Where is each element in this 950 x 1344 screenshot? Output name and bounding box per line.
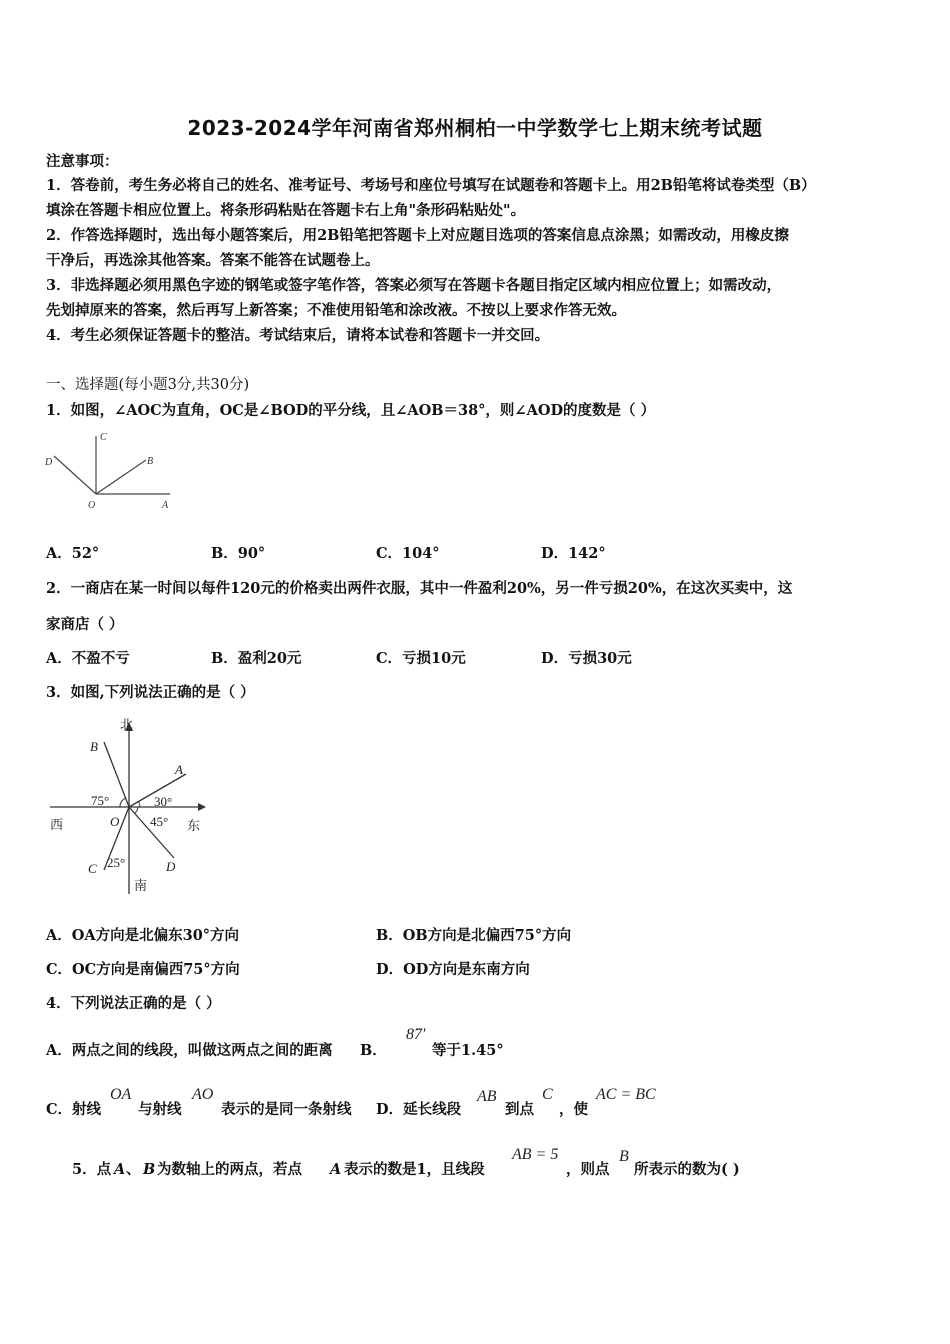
label-east: 东 bbox=[187, 819, 201, 834]
q2-option-d[interactable]: D．亏损30元 bbox=[541, 650, 632, 667]
label-30: 30° bbox=[154, 794, 173, 809]
label-o: O bbox=[88, 500, 96, 511]
q3-option-a[interactable]: A．OA方向是北偏东30°方向 bbox=[46, 927, 240, 944]
label-d: D bbox=[166, 859, 176, 874]
q4-option-c-math-ao: AO bbox=[192, 1086, 214, 1103]
label-c: C bbox=[100, 432, 107, 443]
q2-stem-line-2: 家商店（ ） bbox=[46, 616, 124, 633]
notice-item-3-line-1: 3．非选择题必须用黑色字迹的钢笔或签字笔作答，答案必须写在答题卡各题目指定区域内相应位置上；如需改动， bbox=[46, 277, 782, 294]
q5-mid-3: ，则点 bbox=[566, 1161, 610, 1178]
q5-point-a-2: A bbox=[330, 1161, 342, 1178]
q5-prefix: 5．点 bbox=[72, 1161, 112, 1178]
q4-option-b-prefix[interactable]: B． bbox=[360, 1042, 387, 1059]
q1-angle-figure bbox=[40, 428, 180, 516]
ray-od bbox=[54, 456, 96, 494]
q5-point-b: B bbox=[143, 1161, 156, 1178]
q4-option-d-mid: 到点 bbox=[505, 1101, 534, 1118]
q2-option-a[interactable]: A．不盈不亏 bbox=[46, 650, 130, 667]
q4-option-b-text: 等于1.45° bbox=[432, 1042, 504, 1059]
q5-point-a: A bbox=[114, 1161, 126, 1178]
notice-item-2-line-1: 2．作答选择题时，选出每小题答案后，用2B铅笔把答题卡上对应题目选项的答案信息点涂黑；如需改动，用橡皮擦 bbox=[46, 227, 789, 244]
q4-option-d-math-ac-bc: AC = BC bbox=[596, 1086, 656, 1103]
label-b: B bbox=[147, 456, 154, 467]
q4-option-c-prefix[interactable]: C．射线 bbox=[46, 1101, 102, 1118]
q4-option-d-sep: ，使 bbox=[559, 1101, 588, 1118]
q5-sep: 、 bbox=[126, 1161, 141, 1178]
notice-item-2-line-2: 干净后，再选涂其他答案。答案不能答在试题卷上。 bbox=[46, 252, 380, 269]
east-arrow-icon bbox=[198, 803, 206, 811]
notice-item-3-line-2: 先划掉原来的答案，然后再写上新答案；不准使用铅笔和涂改液。不按以上要求作答无效。 bbox=[46, 302, 626, 319]
ray-ob bbox=[96, 460, 146, 494]
label-b: B bbox=[90, 739, 98, 754]
q2-option-b[interactable]: B．盈利20元 bbox=[211, 650, 302, 667]
q2-option-c[interactable]: C．亏损10元 bbox=[376, 650, 466, 667]
label-c: C bbox=[88, 861, 97, 876]
q5-mid-1: 为数轴上的两点，若点 bbox=[157, 1161, 302, 1178]
q4-option-c-mid: 与射线 bbox=[138, 1101, 182, 1118]
q5-math-ab-5: AB = 5 bbox=[512, 1146, 559, 1163]
q1-option-d[interactable]: D．142° bbox=[541, 545, 606, 562]
q3-option-d[interactable]: D．OD方向是东南方向 bbox=[376, 961, 530, 978]
q4-option-c-text: 表示的是同一条射线 bbox=[221, 1101, 352, 1118]
label-75: 75° bbox=[91, 793, 110, 808]
q4-option-c-math-oa: OA bbox=[110, 1086, 132, 1103]
q4-option-d-prefix[interactable]: D．延长线段 bbox=[376, 1101, 462, 1118]
label-north: 北 bbox=[120, 718, 134, 733]
notice-item-4: 4．考生必须保证答题卡的整洁。考试结束后，请将本试卷和答题卡一并交回。 bbox=[46, 327, 550, 344]
label-west: 西 bbox=[50, 818, 64, 833]
q4-option-b-math: 87′ bbox=[406, 1026, 426, 1043]
notice-item-1-line-2: 填涂在答题卡相应位置上。将条形码粘贴在答题卡右上角"条形码粘贴处"。 bbox=[46, 202, 526, 219]
notice-heading: 注意事项： bbox=[46, 153, 119, 170]
label-a: A bbox=[175, 762, 183, 777]
notice-item-1-line-1: 1．答卷前，考生务必将自己的姓名、准考证号、考场号和座位号填写在试题卷和答题卡上。用2B铅笔将试卷类型（B） bbox=[46, 177, 816, 194]
q4-option-d-math-ab: AB bbox=[477, 1088, 497, 1105]
q1-stem: 1．如图，∠AOC为直角，OC是∠BOD的平分线，且∠AOB＝38°，则∠AOD的度数是（ ） bbox=[46, 402, 656, 419]
arc-30 bbox=[138, 801, 140, 807]
q4-option-a[interactable]: A．两点之间的线段，叫做这两点之间的距离 bbox=[46, 1042, 333, 1059]
q3-option-b[interactable]: B．OB方向是北偏西75°方向 bbox=[376, 927, 572, 944]
q3-stem: 3．如图,下列说法正确的是（ ） bbox=[46, 684, 255, 701]
label-45: 45° bbox=[150, 814, 169, 829]
q5-mid-2: 表示的数是1，且线段 bbox=[344, 1161, 485, 1178]
label-south: 南 bbox=[134, 879, 148, 894]
q1-option-b[interactable]: B．90° bbox=[211, 545, 266, 562]
section-heading: 一、选择题(每小题3分,共30分) bbox=[46, 377, 250, 393]
arc-45 bbox=[135, 807, 138, 813]
q1-option-a[interactable]: A．52° bbox=[46, 545, 100, 562]
q5-suffix: 所表示的数为( ) bbox=[634, 1161, 740, 1178]
q4-stem: 4．下列说法正确的是（ ） bbox=[46, 995, 221, 1012]
label-o: O bbox=[110, 814, 120, 829]
page-title: 2023-2024学年河南省郑州桐柏一中学数学七上期末统考试题 bbox=[187, 116, 763, 140]
q1-option-c[interactable]: C．104° bbox=[376, 545, 440, 562]
q3-option-c[interactable]: C．OC方向是南偏西75°方向 bbox=[46, 961, 240, 978]
label-d: D bbox=[45, 457, 53, 468]
q2-stem-line-1: 2．一商店在某一时间以每件120元的价格卖出两件衣服，其中一件盈利20%，另一件亏损20%，在这次买卖中，这 bbox=[46, 580, 793, 597]
label-25: 25° bbox=[107, 855, 126, 870]
arc-75 bbox=[120, 798, 126, 807]
q4-option-d-math-c: C bbox=[542, 1086, 553, 1103]
label-a: A bbox=[162, 500, 169, 511]
q3-compass-figure bbox=[44, 712, 214, 897]
q5-math-b: B bbox=[619, 1148, 629, 1165]
